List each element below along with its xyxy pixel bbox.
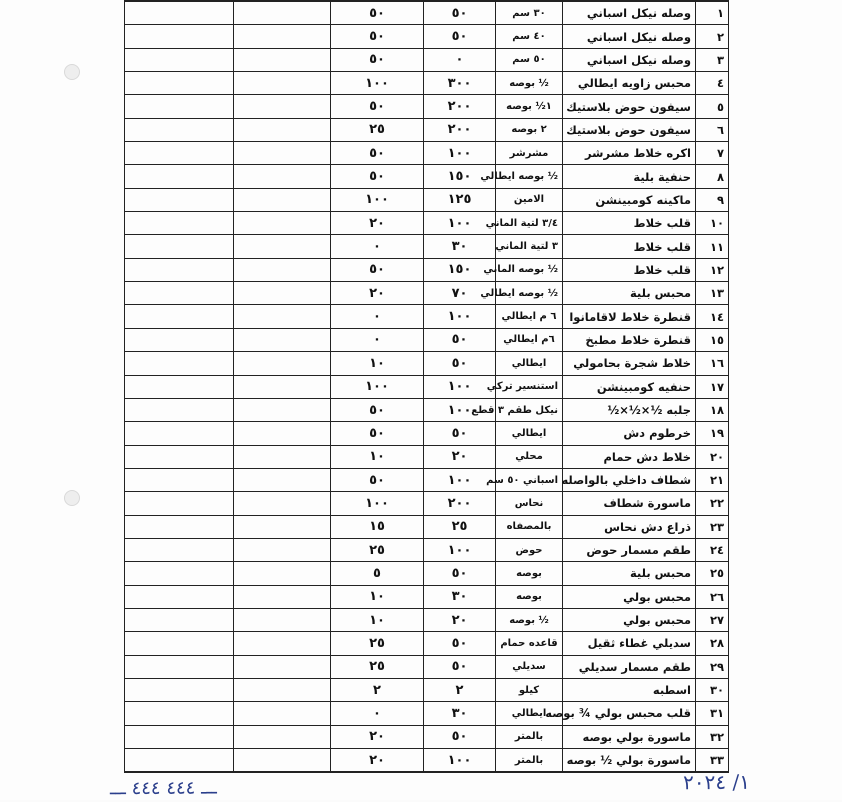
item-spec: ٥٠ سم [496,48,563,71]
quantity-1: ٥٠ [424,25,496,48]
row-number: ١٨ [696,398,729,421]
item-name: خلاط شجرة بحامولي [563,352,696,375]
row-number: ٤ [696,72,729,95]
quantity-2: ٥٠ [331,95,424,118]
table-row [125,468,729,491]
empty-cell [125,118,234,141]
table-row [125,188,729,211]
empty-cell [234,48,331,71]
table-row [125,585,729,608]
quantity-1: ٥٠ [424,1,496,25]
item-name: محبس بولي [563,585,696,608]
quantity-2: ٥٠ [331,422,424,445]
quantity-1: ٥٠ [424,632,496,655]
inventory-table-body [125,1,729,772]
item-spec: استنسير تركي [496,375,563,398]
empty-cell [234,72,331,95]
item-spec: مشرشر [496,142,563,165]
item-spec: ½ بوصه ايطالي [496,165,563,188]
empty-cell [234,725,331,748]
quantity-2: ١٠ [331,608,424,631]
empty-cell [234,282,331,305]
item-spec: ٦م ايطالي [496,328,563,351]
quantity-2: ٥٠ [331,48,424,71]
punch-hole-bottom [64,490,80,506]
empty-cell [234,165,331,188]
item-name: قنطرة خلاط مطبخ [563,328,696,351]
empty-cell [125,608,234,631]
inventory-table [124,0,729,773]
item-spec: بوصه [496,562,563,585]
empty-cell [125,725,234,748]
quantity-2: ٥٠ [331,258,424,281]
quantity-2: ٥٠ [331,142,424,165]
item-name: قلب خلاط [563,212,696,235]
empty-cell [125,538,234,561]
quantity-1: ١٠٠ [424,142,496,165]
empty-cell [125,468,234,491]
handwriting-right: ١/ ٢٠٢٤ [683,769,751,795]
quantity-2: ٥٠ [331,1,424,25]
quantity-1: ١٠٠ [424,749,496,773]
row-number: ٧ [696,142,729,165]
empty-cell [234,445,331,468]
quantity-1: ٥٠ [424,725,496,748]
row-number: ٣٢ [696,725,729,748]
item-spec: محلي [496,445,563,468]
item-spec: سديلي [496,655,563,678]
item-spec: قاعده حمام [496,632,563,655]
quantity-2: ١٥ [331,515,424,538]
row-number: ٢٧ [696,608,729,631]
empty-cell [234,655,331,678]
empty-cell [125,562,234,585]
empty-cell [125,375,234,398]
table-row [125,352,729,375]
table-row [125,608,729,631]
quantity-2: ٢٥ [331,655,424,678]
table-row [125,515,729,538]
quantity-2: ٥٠ [331,165,424,188]
item-name: ذراع دش نحاس [563,515,696,538]
row-number: ٢٩ [696,655,729,678]
quantity-1: ١٥٠ [424,258,496,281]
table-row [125,562,729,585]
row-number: ١٥ [696,328,729,351]
row-number: ٥ [696,95,729,118]
item-name: سديلي غطاء ثقيل [563,632,696,655]
quantity-2: ٥٠ [331,398,424,421]
table-row [125,678,729,701]
row-number: ٢ [696,25,729,48]
quantity-1: ١٠٠ [424,538,496,561]
quantity-1: ١٥٠ [424,165,496,188]
quantity-1: ٢٠ [424,445,496,468]
table-row [125,328,729,351]
item-name: ماسورة شطاف [563,492,696,515]
table-row [125,282,729,305]
item-spec: ½ بوصه [496,72,563,95]
quantity-2: ١٠٠ [331,375,424,398]
item-name: خلاط دش حمام [563,445,696,468]
empty-cell [234,562,331,585]
item-spec: ٦ م ايطالي [496,305,563,328]
table-row [125,492,729,515]
quantity-1: ٣٠ [424,235,496,258]
item-name: وصله نيكل اسباني [563,48,696,71]
table-row [125,398,729,421]
item-spec: ½ بوصه [496,608,563,631]
empty-cell [125,422,234,445]
quantity-2: ٢٥ [331,538,424,561]
quantity-2: ٥ [331,562,424,585]
row-number: ٩ [696,188,729,211]
quantity-2: ٥٠ [331,468,424,491]
row-number: ٦ [696,118,729,141]
row-number: ١٩ [696,422,729,445]
empty-cell [125,48,234,71]
quantity-2: ٠ [331,235,424,258]
item-name: قلب محبس بولي ¾ بوصه [563,702,696,725]
empty-cell [125,212,234,235]
item-spec: حوض [496,538,563,561]
row-number: ٣٠ [696,678,729,701]
quantity-2: ١٠ [331,352,424,375]
item-spec: ½ بوصه الماني [496,258,563,281]
quantity-1: ١٠٠ [424,468,496,491]
empty-cell [125,165,234,188]
row-number: ١٧ [696,375,729,398]
empty-cell [125,702,234,725]
item-name: محبس بلية [563,282,696,305]
quantity-2: ١٠٠ [331,492,424,515]
item-name: وصله نيكل اسباني [563,25,696,48]
table-row [125,375,729,398]
quantity-2: ٢٠ [331,212,424,235]
quantity-1: ٥٠ [424,422,496,445]
quantity-1: ١٠٠ [424,375,496,398]
table-row [125,422,729,445]
quantity-2: ٢ [331,678,424,701]
row-number: ٢٠ [696,445,729,468]
row-number: ٢٥ [696,562,729,585]
empty-cell [125,655,234,678]
empty-cell [125,632,234,655]
item-name: قلب خلاط [563,235,696,258]
quantity-1: ٢٠ [424,608,496,631]
table-row [125,235,729,258]
empty-cell [125,282,234,305]
quantity-1: ٧٠ [424,282,496,305]
quantity-2: ٥٠ [331,25,424,48]
empty-cell [125,25,234,48]
empty-cell [234,515,331,538]
item-spec: ايطالي [496,352,563,375]
item-name: محبس بولي [563,608,696,631]
empty-cell [125,678,234,701]
table-row [125,445,729,468]
row-number: ١٠ [696,212,729,235]
table-row [125,749,729,773]
empty-cell [234,305,331,328]
item-spec: اسباني ٥٠ سم [496,468,563,491]
item-name: شطاف داخلي بالواصله [563,468,696,491]
empty-cell [234,142,331,165]
item-spec: ٣/٤ لتية الماني [496,212,563,235]
row-number: ٢٤ [696,538,729,561]
quantity-1: ٠ [424,48,496,71]
empty-cell [125,352,234,375]
item-name: سيفون حوض بلاستيك [563,118,696,141]
item-spec: نحاس [496,492,563,515]
item-name: خرطوم دش [563,422,696,445]
item-spec: ½ بوصه ايطالي [496,282,563,305]
item-spec: ٢ بوصه [496,118,563,141]
empty-cell [234,235,331,258]
table-row [125,258,729,281]
empty-cell [234,328,331,351]
row-number: ٣١ [696,702,729,725]
row-number: ٢٢ [696,492,729,515]
empty-cell [234,375,331,398]
empty-cell [125,72,234,95]
quantity-1: ٣٠٠ [424,72,496,95]
table-row [125,25,729,48]
table-row [125,1,729,25]
empty-cell [125,445,234,468]
table-row [125,305,729,328]
empty-cell [125,188,234,211]
empty-cell [234,352,331,375]
item-name: قنطرة خلاط لاقامانوا [563,305,696,328]
item-spec: بالمتر [496,749,563,773]
quantity-2: ٢٠ [331,725,424,748]
item-spec: ٤٠ سم [496,25,563,48]
empty-cell [234,422,331,445]
quantity-1: ٢٥ [424,515,496,538]
quantity-1: ٣٠ [424,702,496,725]
item-spec: ١½ بوصه [496,95,563,118]
empty-cell [234,538,331,561]
quantity-1: ٢٠٠ [424,492,496,515]
quantity-1: ٥٠ [424,328,496,351]
item-name: ماسورة بولي ½ بوصه [563,749,696,773]
table-row [125,702,729,725]
item-name: محبس بلية [563,562,696,585]
empty-cell [125,328,234,351]
table-row [125,165,729,188]
quantity-1: ١٠٠ [424,305,496,328]
quantity-2: ١٠ [331,445,424,468]
item-spec: بوصه [496,585,563,608]
table-row [125,725,729,748]
quantity-1: ١٢٥ [424,188,496,211]
quantity-1: ٥٠ [424,562,496,585]
empty-cell [234,25,331,48]
table-row [125,142,729,165]
item-name: ماسورة بولي بوصه [563,725,696,748]
table-row [125,118,729,141]
empty-cell [125,515,234,538]
item-name: قلب خلاط [563,258,696,281]
item-spec: نيكل طقم ٣ قطع [496,398,563,421]
table-row [125,655,729,678]
empty-cell [234,118,331,141]
item-name: محبس زاويه ايطالي [563,72,696,95]
item-name: طقم مسمار حوض [563,538,696,561]
empty-cell [125,235,234,258]
item-name: وصله نيكل اسباني [563,1,696,25]
empty-cell [125,585,234,608]
item-name: حنفية بلية [563,165,696,188]
item-spec: بالمصفاه [496,515,563,538]
handwritten-note [109,769,751,802]
row-number: ٢١ [696,468,729,491]
item-name: حنفيه كومبينشن [563,375,696,398]
empty-cell [125,305,234,328]
empty-cell [125,398,234,421]
row-number: ٢٣ [696,515,729,538]
item-name: طقم مسمار سديلي [563,655,696,678]
row-number: ٣٣ [696,749,729,773]
quantity-1: ٥٠ [424,352,496,375]
item-spec: ٣ لتية الماني [496,235,563,258]
row-number: ٨ [696,165,729,188]
row-number: ١٦ [696,352,729,375]
table-row [125,538,729,561]
item-name: اكره خلاط مشرشر [563,142,696,165]
empty-cell [234,749,331,773]
empty-cell [234,678,331,701]
empty-cell [234,258,331,281]
punch-hole-top [64,64,80,80]
quantity-1: ١٠٠ [424,212,496,235]
empty-cell [234,585,331,608]
quantity-1: ٢٠٠ [424,118,496,141]
item-spec: ايطالي [496,422,563,445]
item-name: اسطبه [563,678,696,701]
row-number: ١٤ [696,305,729,328]
quantity-1: ٢٠٠ [424,95,496,118]
empty-cell [234,398,331,421]
empty-cell [125,492,234,515]
empty-cell [125,258,234,281]
item-spec: بالمتر [496,725,563,748]
table-row [125,48,729,71]
row-number: ١٣ [696,282,729,305]
empty-cell [234,1,331,25]
quantity-1: ٣٠ [424,585,496,608]
row-number: ٢٨ [696,632,729,655]
empty-cell [234,492,331,515]
item-spec: ٣٠ سم [496,1,563,25]
quantity-2: ٢٠ [331,749,424,773]
empty-cell [234,608,331,631]
empty-cell [234,468,331,491]
table-row [125,72,729,95]
table-row [125,632,729,655]
quantity-2: ٠ [331,702,424,725]
row-number: ١١ [696,235,729,258]
item-spec: كيلو [496,678,563,701]
item-spec: الامين [496,188,563,211]
empty-cell [234,95,331,118]
item-name: جلبه ½×½×½ [563,398,696,421]
item-name: سيفون حوض بلاستيك [563,95,696,118]
empty-cell [125,1,234,25]
handwriting-left: ـــ ٤٤٤ ٤٤٤ ـــ [109,777,217,800]
empty-cell [234,632,331,655]
empty-cell [125,142,234,165]
quantity-2: ٠ [331,328,424,351]
quantity-2: ٢٥ [331,632,424,655]
quantity-2: ٢٥ [331,118,424,141]
empty-cell [125,749,234,773]
quantity-2: ١٠٠ [331,72,424,95]
empty-cell [234,188,331,211]
table-row [125,212,729,235]
quantity-2: ١٠ [331,585,424,608]
item-name: ماكينه كومبينشن [563,188,696,211]
item-spec: ايطالي [496,702,563,725]
quantity-2: ٠ [331,305,424,328]
row-number: ١ [696,1,729,25]
row-number: ٣ [696,48,729,71]
empty-cell [234,212,331,235]
quantity-1: ٢ [424,678,496,701]
row-number: ٢٦ [696,585,729,608]
row-number: ١٢ [696,258,729,281]
quantity-2: ١٠٠ [331,188,424,211]
empty-cell [125,95,234,118]
empty-cell [234,702,331,725]
quantity-2: ٢٠ [331,282,424,305]
quantity-1: ٥٠ [424,655,496,678]
quantity-1: ١٠٠ [424,398,496,421]
table-row [125,95,729,118]
